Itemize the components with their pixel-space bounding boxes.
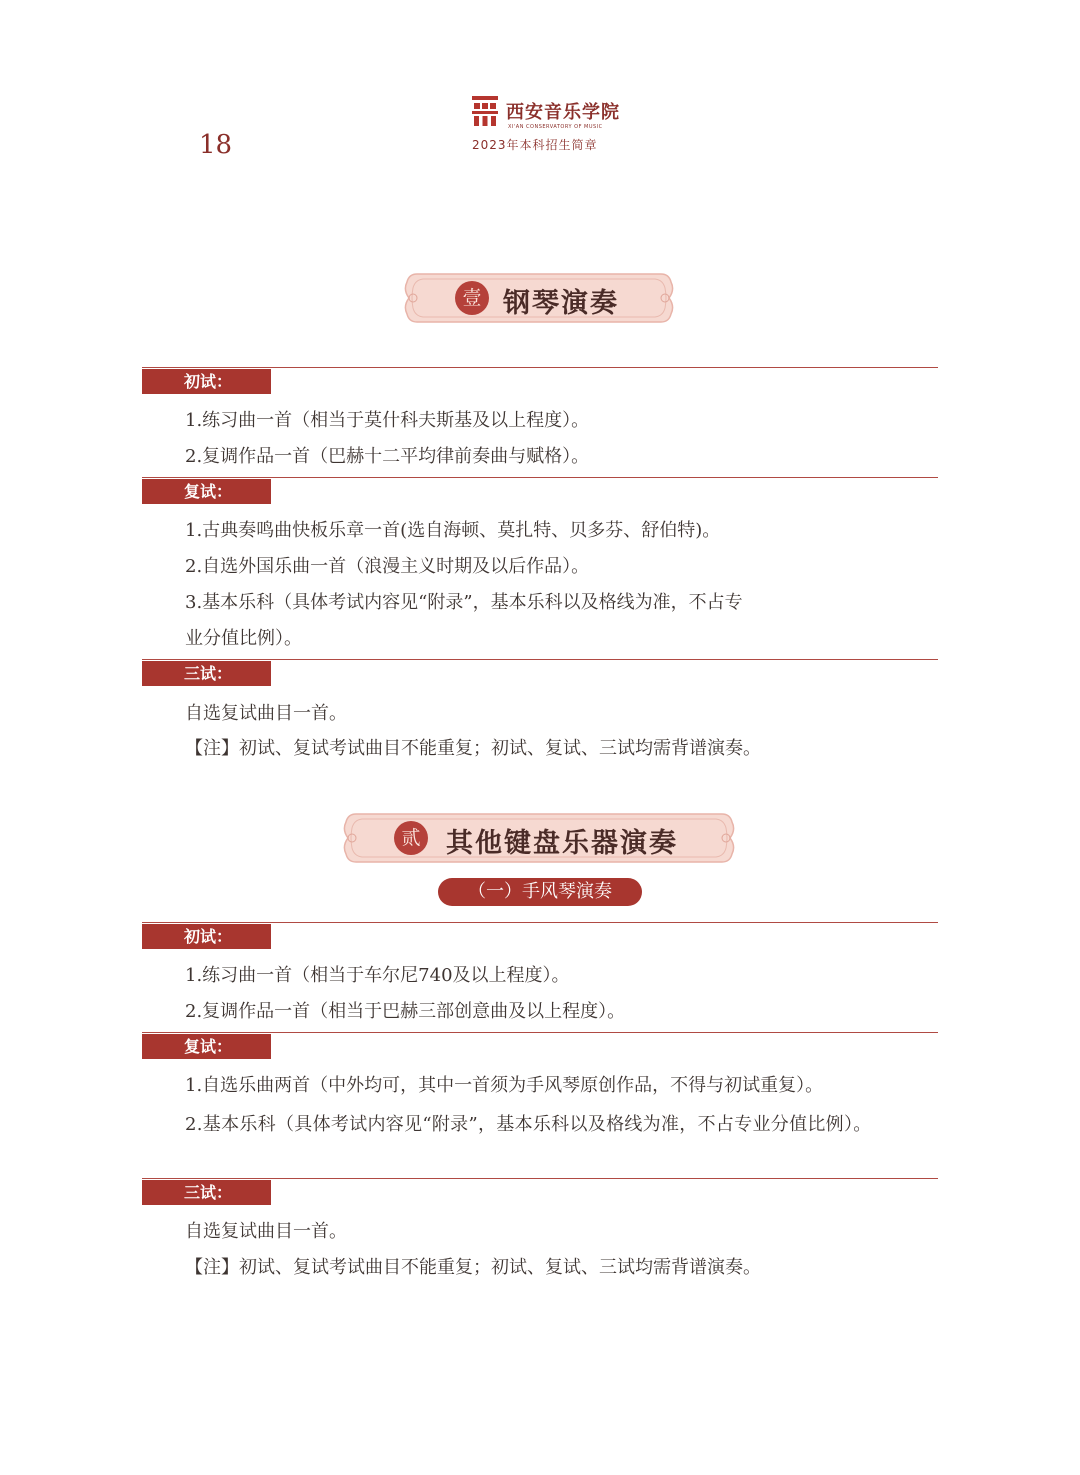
round-label-second: 复试：	[142, 479, 271, 504]
round-label-first: 初试：	[142, 369, 271, 394]
divider	[142, 922, 938, 923]
exam-item: 2.复调作品一首（相当于巴赫三部创意曲及以上程度）。	[185, 1001, 626, 1022]
round-label-first: 初试：	[142, 924, 271, 949]
exam-note: 【注】初试、复试考试曲目不能重复；初试、复试、三试均需背谱演奏。	[185, 1257, 761, 1278]
divider	[142, 1178, 938, 1179]
section-title: 钢琴演奏	[503, 288, 619, 319]
exam-item: 2.自选外国乐曲一首（浪漫主义时期及以后作品）。	[185, 556, 590, 577]
school-logo	[470, 94, 620, 130]
exam-item: 2.复调作品一首（巴赫十二平均律前奏曲与赋格）。	[185, 446, 590, 467]
exam-item: 1.练习曲一首（相当于莫什科夫斯基及以上程度）。	[185, 410, 590, 431]
subsection-title: （一）手风琴演奏	[438, 878, 642, 906]
exam-item: 1.古典奏鸣曲快板乐章一首(选自海顿、莫扎特、贝多芬、舒伯特)。	[185, 520, 721, 541]
exam-note: 【注】初试、复试考试曲目不能重复；初试、复试、三试均需背谱演奏。	[185, 738, 761, 759]
exam-item: 自选复试曲目一首。	[185, 1221, 347, 1242]
exam-item: 2.基本乐科（具体考试内容见“附录”，基本乐科以及格线为准，不占专业分值比例）。	[185, 1114, 872, 1135]
page-number: 18	[199, 130, 233, 160]
divider	[142, 659, 938, 660]
school-name: 西安音乐学院	[506, 102, 620, 123]
round-label-third: 三试：	[142, 1180, 271, 1205]
school-emblem-icon	[470, 94, 500, 128]
section-banner-piano	[403, 270, 675, 326]
exam-item: 3.基本乐科（具体考试内容见“附录”，基本乐科以及格线为准，不占专	[185, 592, 743, 613]
divider	[142, 1032, 938, 1033]
section-banner-keyboard	[342, 810, 736, 866]
exam-item: 自选复试曲目一首。	[185, 703, 347, 724]
round-label-second: 复试：	[142, 1034, 271, 1059]
round-label-third: 三试：	[142, 661, 271, 686]
exam-item: 业分值比例）。	[185, 628, 302, 649]
section-title: 其他键盘乐器演奏	[446, 828, 678, 859]
section-numeral: 壹	[455, 281, 489, 315]
school-name-en: XI'AN CONSERVATORY OF MUSIC	[508, 124, 603, 130]
brochure-title: 2023年本科招生简章	[472, 138, 598, 152]
exam-item: 1.练习曲一首（相当于车尔尼740及以上程度）。	[185, 965, 570, 986]
exam-item: 1.自选乐曲两首（中外均可，其中一首须为手风琴原创作品，不得与初试重复）。	[185, 1075, 824, 1096]
divider	[142, 367, 938, 368]
section-numeral: 贰	[394, 821, 428, 855]
divider	[142, 477, 938, 478]
